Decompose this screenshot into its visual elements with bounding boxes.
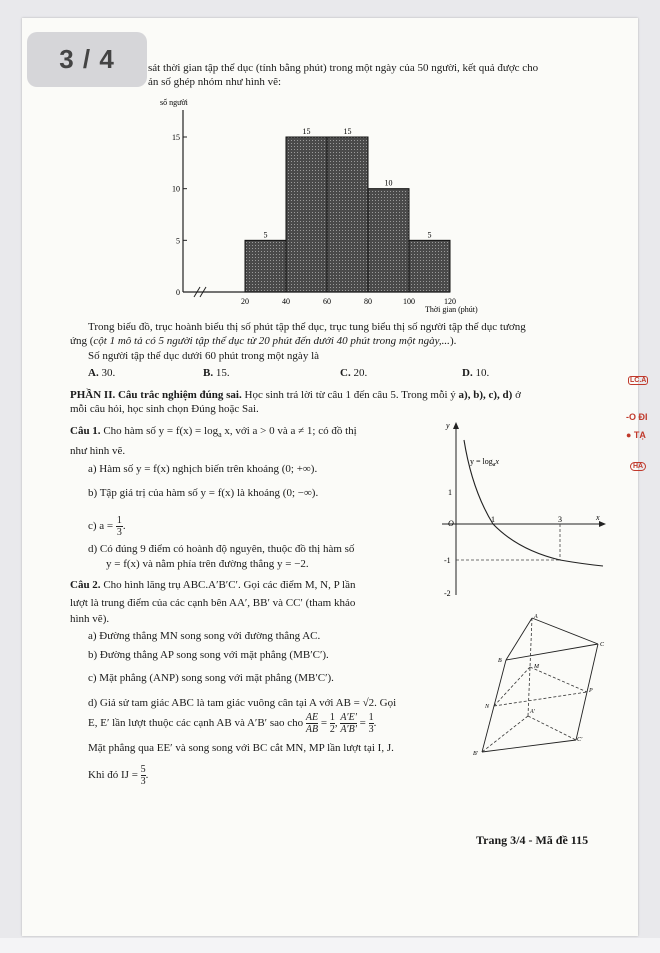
q2-option-a: a) Đường thẳng MN song song với đường thẳng AC. xyxy=(88,630,321,642)
q2-option-b: b) Đường thẳng AP song song với mặt phẳng (MB′C′). xyxy=(88,649,329,661)
q2-d2-text: E, E′ lần lượt thuộc các cạnh AB và A′B′ sao cho xyxy=(88,717,304,730)
q1-c-numerator: 1 xyxy=(116,515,122,526)
side-mark-3: ● TẠ xyxy=(626,430,646,440)
answer-b-key: B. xyxy=(203,367,214,379)
log-function-graph xyxy=(438,420,608,605)
edge-a-b xyxy=(506,618,532,660)
label-A: A xyxy=(534,614,538,620)
answer-a-key: A. xyxy=(88,367,99,379)
graph-fn-text: y = log xyxy=(470,457,493,466)
q1-label: Câu 1. xyxy=(70,425,101,437)
x-tick-label: 80 xyxy=(364,297,372,306)
para-line-2-italic: cột 1 mô tả có 5 người tập thể dục từ 20 phút đến dưới 40 phút trong một ngày,... xyxy=(93,335,450,347)
label-N: N xyxy=(485,704,490,710)
answer-b xyxy=(203,366,230,380)
q2-d2-end: . xyxy=(373,717,377,730)
label-M: M xyxy=(534,664,539,670)
histogram-bar xyxy=(286,137,327,292)
bar-value-label: 10 xyxy=(384,178,393,188)
para-line-2-close: ). xyxy=(449,335,457,347)
answer-c-text: 20. xyxy=(353,367,368,379)
q2-d4-num: 5 xyxy=(140,764,146,775)
q1-c-suffix: . xyxy=(122,520,126,533)
x-tick-label: 60 xyxy=(323,297,331,306)
graph-ytick-minus1: -1 xyxy=(444,556,451,565)
graph-tick-1: 1 xyxy=(491,515,495,524)
q1-c-denominator: 3 xyxy=(116,527,122,538)
q2-fraction-ae-ab xyxy=(306,712,318,735)
q1-option-d-1: d) Có đúng 9 điểm có hoành độ nguyên, thuộc đồ thị hàm số xyxy=(88,543,355,555)
x-tick-label: 20 xyxy=(241,297,249,306)
bar-value-label: 5 xyxy=(263,230,268,240)
graph-origin-label: O xyxy=(448,519,454,528)
edge-b2-c2 xyxy=(482,740,576,752)
edge-b-c xyxy=(506,644,598,660)
answer-d-key: D. xyxy=(462,367,473,379)
para-line-2 xyxy=(70,334,456,348)
intro-line-1: sát thời gian tập thể dục (tính bằng phút) trong một ngày của 50 người, kết quả được cho xyxy=(148,62,539,74)
graph-fn-var: x xyxy=(495,457,499,466)
q2-f2-den: A′B′ xyxy=(340,724,357,735)
q1-stem-text-2: x, với a > 0 và a ≠ 1; có đồ thị xyxy=(221,425,357,437)
graph-tick-3: 3 xyxy=(558,515,562,524)
q2-stem-text: Cho hình lăng trụ ABC.A′B′C′. Gọi các điểm M, N, P lần xyxy=(103,579,356,591)
histogram-bar xyxy=(409,240,450,292)
answer-c xyxy=(340,366,367,380)
histogram-chart xyxy=(150,92,530,314)
label-B-prime: B′ xyxy=(473,751,478,757)
x-axis-title: Thời gian (phút) xyxy=(425,305,478,314)
intro-line-2: ản số ghép nhóm như hình vẽ: xyxy=(148,76,282,88)
edge-a2-c2 xyxy=(528,716,576,740)
label-B: B xyxy=(498,658,502,664)
bar-value-label: 5 xyxy=(427,230,432,240)
para-line-1: Trong biểu đồ, trục hoành biểu thị số phút tập thể dục, trục tung biểu thị số người tập thể dục tương xyxy=(88,321,526,333)
histogram-bar xyxy=(327,137,368,292)
q2-f1-num: AE xyxy=(305,712,319,723)
segment-m-p xyxy=(530,667,587,692)
part2-line-1 xyxy=(70,388,521,402)
q2-eq-1: = xyxy=(320,717,328,730)
y-tick-label: 5 xyxy=(176,236,180,246)
x-tick-label: 100 xyxy=(403,297,415,306)
q2-d4-suffix: . xyxy=(145,769,149,782)
next-page-strip xyxy=(0,938,660,953)
q2-d4-den: 3 xyxy=(140,776,146,787)
q1-option-a: a) Hàm số y = f(x) nghịch biến trên khoảng (0; +∞). xyxy=(88,463,318,475)
q1-option-b: b) Tập giá trị của hàm số y = f(x) là khoảng (0; −∞). xyxy=(88,487,319,499)
y-tick-label: 15 xyxy=(172,133,180,142)
y-tick-label: 0 xyxy=(176,288,180,297)
graph-ytick-1: 1 xyxy=(448,488,452,497)
q2-v1-den: 2 xyxy=(329,724,335,735)
y-axis-title: số người xyxy=(160,98,188,107)
graph-fn-sub: a xyxy=(492,462,496,468)
q1-c-prefix: c) a = xyxy=(88,520,114,533)
answer-d xyxy=(462,366,489,380)
segment-n-p xyxy=(494,692,587,706)
label-A-prime: A′ xyxy=(530,709,535,715)
side-mark-1: LC.A xyxy=(630,377,647,384)
q2-stem-2: lượt là trung điểm của các cạnh bên AA′, BB′ và CC′ (tham khảo xyxy=(70,597,356,609)
part2-tail: ở xyxy=(515,389,521,401)
graph-y-arrow xyxy=(453,422,459,429)
y-tick-label: 10 xyxy=(172,184,180,194)
page-indicator-badge: 3 / 4 xyxy=(27,32,147,87)
graph-y-axis-label: y xyxy=(446,421,450,430)
label-C-prime: C′ xyxy=(577,737,583,743)
q2-option-d-2 xyxy=(88,712,376,735)
q1-option-c xyxy=(88,515,126,538)
x-tick-label: 120 xyxy=(444,297,456,306)
q1-log-base: a xyxy=(218,430,222,440)
histogram-bar xyxy=(245,240,286,292)
part2-options: a), b), c), d) xyxy=(458,389,513,401)
side-mark-4: HA xyxy=(630,462,646,471)
side-mark-2: -O ĐI xyxy=(626,412,648,422)
q1-stem-1 xyxy=(70,424,357,442)
part2-instruction: Học sinh trả lời từ câu 1 đến câu 5. Trong mỗi ý xyxy=(244,389,456,401)
q1-stem-2: như hình vẽ. xyxy=(70,445,126,457)
q2-d4-prefix: Khi đó IJ = xyxy=(88,769,138,782)
q2-label: Câu 2. xyxy=(70,579,101,591)
q1-stem-text: Cho hàm số y = f(x) = log xyxy=(103,425,219,437)
graph-x-arrow xyxy=(599,521,606,527)
x-tick-label: 40 xyxy=(282,297,290,306)
answer-a xyxy=(88,366,115,380)
answer-c-key: C. xyxy=(340,367,351,379)
para-line-2-open: ứng ( xyxy=(70,335,94,347)
q1-option-d-2: y = f(x) và nằm phía trên đường thẳng y = −2. xyxy=(106,558,309,570)
graph-x-axis-label: x xyxy=(596,513,600,522)
q2-fraction-a2e2 xyxy=(340,712,357,735)
answer-a-text: 30. xyxy=(101,367,116,379)
q2-v2-num: 1 xyxy=(368,712,374,723)
q2-v1-num: 1 xyxy=(329,712,335,723)
q2-option-d-3: Mặt phẳng qua EE′ và song song với BC cắt MN, MP lần lượt tại I, J. xyxy=(88,742,394,754)
prism-figure xyxy=(470,612,610,762)
q2-option-d-1: d) Giả sử tam giác ABC là tam giác vuông cân tại A với AB = √2. Gọi xyxy=(88,697,397,709)
q2-eq-2: = xyxy=(359,717,366,730)
page-footer: Trang 3/4 - Mã đề 115 xyxy=(476,833,589,847)
bar-value-label: 15 xyxy=(302,127,311,136)
q2-stem-3: hình vẽ). xyxy=(70,613,110,625)
histogram-bar xyxy=(368,189,409,292)
answer-b-text: 15. xyxy=(215,367,230,379)
q2-v2-den: 3 xyxy=(368,724,374,735)
graph-function-label xyxy=(470,457,499,468)
part2-line-2: mỗi câu hỏi, học sinh chọn Đúng hoặc Sai. xyxy=(70,403,259,415)
label-P: P xyxy=(589,688,593,694)
q1-c-fraction xyxy=(116,515,123,538)
label-C: C xyxy=(600,642,605,648)
bar-value-label: 15 xyxy=(343,127,352,136)
q2-option-c: c) Mặt phẳng (ANP) song song với mặt phẳng (MB′C′). xyxy=(88,672,334,684)
part2-heading: PHẦN II. Câu trắc nghiệm đúng sai. xyxy=(70,389,242,401)
question-text: Số người tập thể dục dưới 60 phút trong một ngày là xyxy=(88,350,320,362)
q2-option-d-4 xyxy=(88,764,148,787)
graph-ytick-minus2: -2 xyxy=(444,589,451,598)
answer-d-text: 10. xyxy=(475,367,490,379)
q2-stem-1 xyxy=(70,578,355,592)
q2-f1-den: AB xyxy=(305,724,319,735)
q2-comma: , xyxy=(334,717,338,730)
edge-a-c xyxy=(532,618,598,644)
q2-f2-num: A′E′ xyxy=(340,712,357,723)
